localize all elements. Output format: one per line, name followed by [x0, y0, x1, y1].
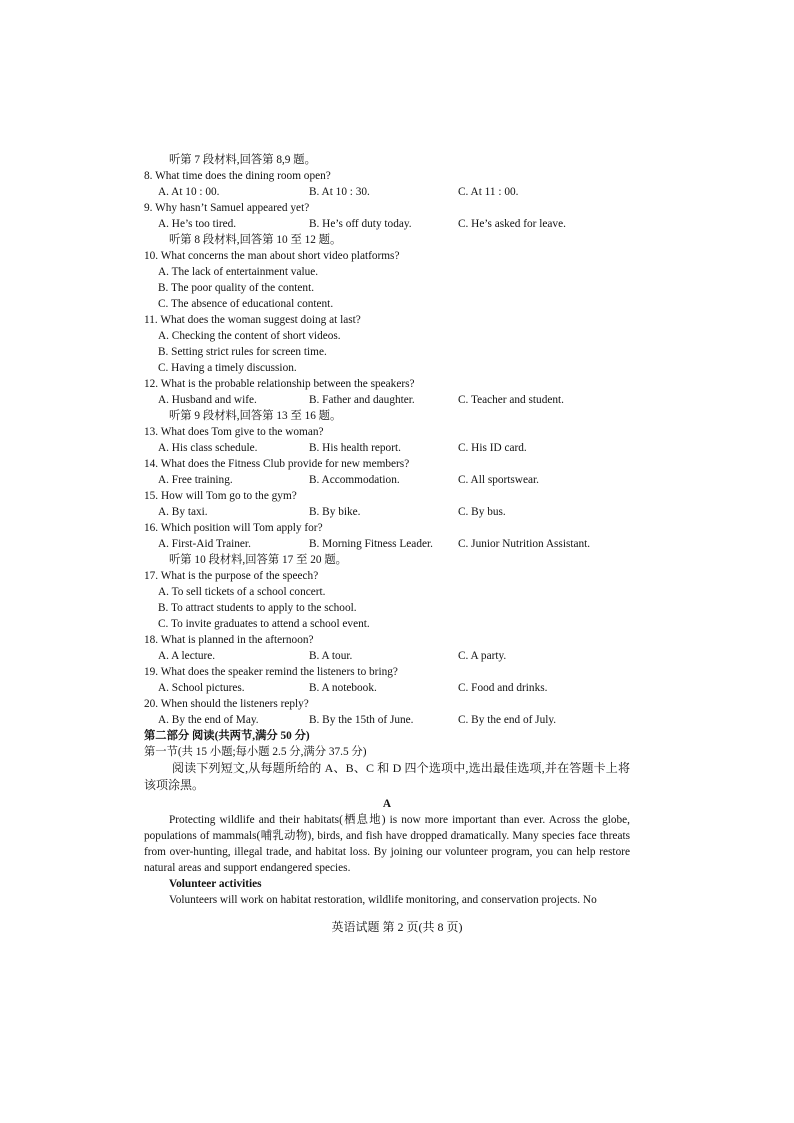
section-10-instruction: 听第 10 段材料,回答第 17 至 20 题。 — [169, 554, 347, 566]
question-20-options — [144, 712, 630, 728]
question-10-option-b: B. The poor quality of the content. — [158, 282, 315, 294]
option-a: A. School pictures. — [158, 682, 245, 694]
question-10-option-c: C. The absence of educational content. — [158, 298, 334, 310]
question-19-stem: 19. What does the speaker remind the listeners to bring? — [144, 666, 398, 678]
question-12-options — [144, 392, 630, 408]
question-12-stem: 12. What is the probable relationship between the speakers? — [144, 378, 415, 390]
question-18-stem: 18. What is planned in the afternoon? — [144, 634, 314, 646]
option-a: A. His class schedule. — [158, 442, 258, 454]
question-11-option-b: B. Setting strict rules for screen time. — [158, 346, 327, 358]
passage-paragraph-2: Volunteers will work on habitat restoration, wildlife monitoring, and conservation projects. No — [169, 894, 597, 906]
question-19-options — [144, 680, 630, 696]
question-14-options — [144, 472, 630, 488]
page-footer: 英语试题 第 2 页(共 8 页) — [331, 920, 463, 934]
option-b: B. A notebook. — [309, 682, 377, 694]
option-b: B. A tour. — [309, 650, 353, 662]
exam-page — [144, 152, 630, 908]
option-b: B. Father and daughter. — [309, 394, 415, 406]
question-17-stem: 17. What is the purpose of the speech? — [144, 570, 319, 582]
option-c: C. Food and drinks. — [458, 682, 548, 694]
option-c: C. A party. — [458, 650, 507, 662]
option-b: B. Morning Fitness Leader. — [309, 538, 433, 550]
option-c: C. His ID card. — [458, 442, 527, 454]
question-11-stem: 11. What does the woman suggest doing at last? — [144, 314, 361, 326]
volunteer-activities-heading: Volunteer activities — [169, 878, 262, 890]
section-one-title: 第一节(共 15 小题;每小题 2.5 分,满分 37.5 分) — [144, 746, 367, 758]
question-9-options — [144, 216, 630, 232]
passage-paragraph-1: Protecting wildlife and their habitats(栖息地) is now more important than ever. Across the globe, populations of mammals(哺乳动物), birds, and fish have dropped dramatically. Many species face threats from over-hunting, illegal trade, and habitat loss. By joining our volunteer program, you can help restore natural areas and support endangered species. — [144, 814, 630, 874]
question-15-options — [144, 504, 630, 520]
question-17-option-c: C. To invite graduates to attend a school event. — [158, 618, 370, 630]
question-17-option-b: B. To attract students to apply to the school. — [158, 602, 357, 614]
option-b: B. His health report. — [309, 442, 401, 454]
option-a: A. At 10 : 00. — [158, 186, 220, 198]
question-8-stem: 8. What time does the dining room open? — [144, 170, 331, 182]
section-8-instruction: 听第 8 段材料,回答第 10 至 12 题。 — [169, 234, 342, 246]
question-17-option-a: A. To sell tickets of a school concert. — [158, 586, 326, 598]
option-a: A. By the end of May. — [158, 714, 259, 726]
question-9-stem: 9. Why hasn’t Samuel appeared yet? — [144, 202, 310, 214]
option-a: A. He’s too tired. — [158, 218, 237, 230]
option-c: C. All sportswear. — [458, 474, 539, 486]
option-c: C. By the end of July. — [458, 714, 557, 726]
option-c: C. By bus. — [458, 506, 506, 518]
option-b: B. By bike. — [309, 506, 361, 518]
passage-label: A — [382, 798, 392, 810]
question-11-option-a: A. Checking the content of short videos. — [158, 330, 341, 342]
question-14-stem: 14. What does the Fitness Club provide for new members? — [144, 458, 410, 470]
question-16-options — [144, 536, 630, 552]
option-c: C. At 11 : 00. — [458, 186, 519, 198]
question-11-option-c: C. Having a timely discussion. — [158, 362, 297, 374]
option-a: A. Free training. — [158, 474, 233, 486]
question-8-options — [144, 184, 630, 200]
question-20-stem: 20. When should the listeners reply? — [144, 698, 309, 710]
question-15-stem: 15. How will Tom go to the gym? — [144, 490, 297, 502]
option-a: A. By taxi. — [158, 506, 208, 518]
question-10-stem: 10. What concerns the man about short video platforms? — [144, 250, 400, 262]
part-two-title: 第二部分 阅读(共两节,满分 50 分) — [144, 730, 310, 742]
reading-instruction: 阅读下列短文,从每题所给的 A、B、C 和 D 四个选项中,选出最佳选项,并在答题卡上将该项涂黑。 — [144, 761, 630, 792]
option-b: B. At 10 : 30. — [309, 186, 370, 198]
question-13-stem: 13. What does Tom give to the woman? — [144, 426, 324, 438]
question-13-options — [144, 440, 630, 456]
question-18-options — [144, 648, 630, 664]
section-9-instruction: 听第 9 段材料,回答第 13 至 16 题。 — [169, 410, 342, 422]
section-7-instruction: 听第 7 段材料,回答第 8,9 题。 — [169, 154, 316, 166]
option-c: C. Teacher and student. — [458, 394, 564, 406]
option-c: C. He’s asked for leave. — [458, 218, 566, 230]
option-a: A. Husband and wife. — [158, 394, 257, 406]
option-a: A. First-Aid Trainer. — [158, 538, 251, 550]
option-b: B. Accommodation. — [309, 474, 400, 486]
option-b: B. By the 15th of June. — [309, 714, 414, 726]
option-a: A. A lecture. — [158, 650, 216, 662]
question-10-option-a: A. The lack of entertainment value. — [158, 266, 319, 278]
question-16-stem: 16. Which position will Tom apply for? — [144, 522, 323, 534]
option-c: C. Junior Nutrition Assistant. — [458, 538, 591, 550]
option-b: B. He’s off duty today. — [309, 218, 412, 230]
